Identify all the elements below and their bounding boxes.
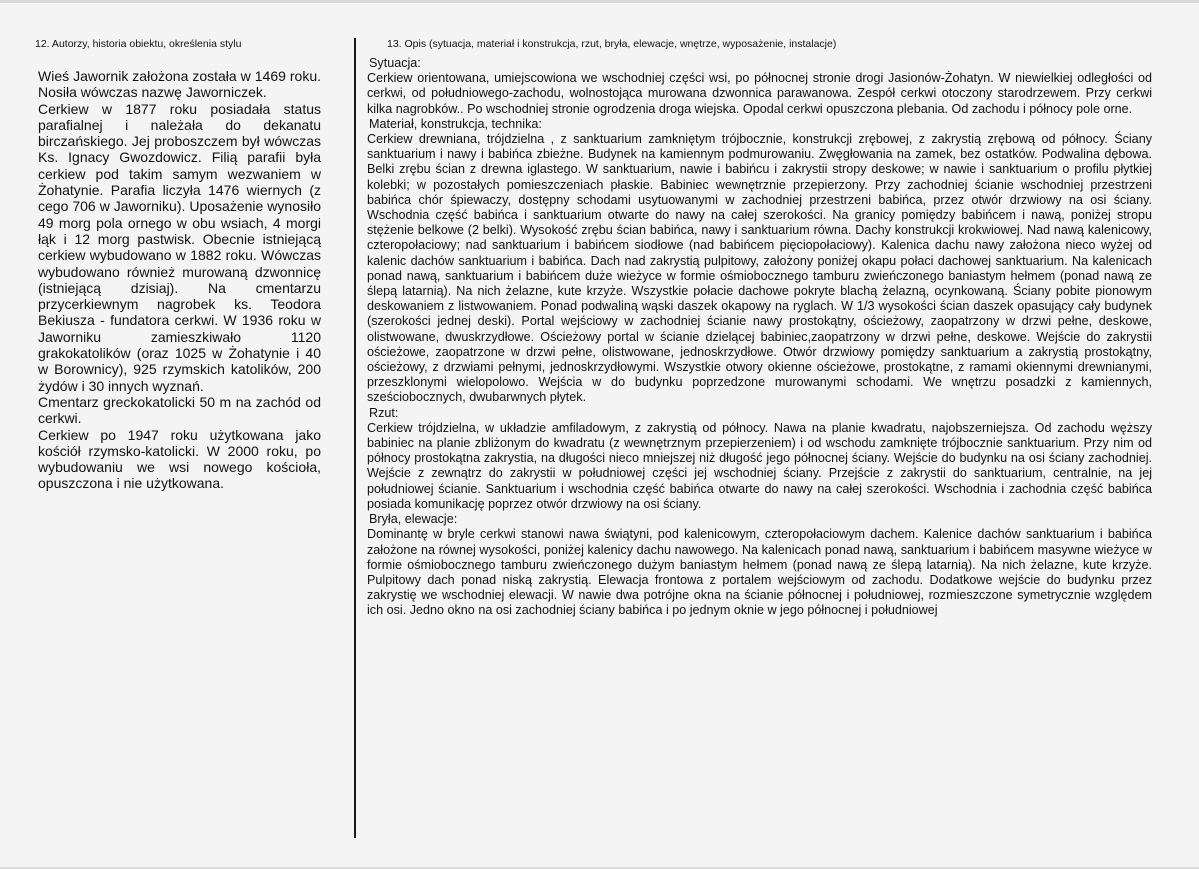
- section-text-rzut: Cerkiew trójdzielna, w układzie amfiladowym, z zakrystią od północy. Nawa na planie kwadratu, najobszerniejsza. Od zachodu węższy babiniec na planie zbliżonym do kwadratu (z wewnętrznym przepierzeniem) i od wschodu zamknięte trójbocznie sanktuarium. Przy nim od północy prostokątna zakrystia, na długości nieco mniejszej niż długość jego północnej ściany. Wejście do budynku na osi ściany zachodniej. Wejście z zewnątrz do zakrystii w południowej części jej wschodniej ściany. Przejście z zakrystii do sanktuarium, centralnie, na jej południowej ścianie. Sanktuarium i wschodnia część babińca otwarte do nawy na całej szerokości. Wschodnia i zachodnia część babińca posiada komunikację poprzez otwór drzwiowy na osi ściany.: [367, 420, 1152, 511]
- history-paragraph: Cerkiew po 1947 roku użytkowana jako kościół rzymsko-katolicki. W 2000 roku, po wybudowaniu we wsi nowego kościoła, opuszczona i nie użytkowana.: [38, 426, 321, 492]
- left-column: [35, 38, 325, 492]
- scan-edge-top: [0, 0, 1199, 3]
- history-paragraph: Cmentarz greckokatolicki 50 m na zachód od cerkwi.: [38, 393, 321, 427]
- history-paragraph: Wieś Jawornik założona została w 1469 roku. Nosiła wówczas nazwę Jaworniczek.: [38, 68, 321, 101]
- right-column-body: [367, 56, 1152, 619]
- section-text-material: Cerkiew drewniana, trójdzielna , z sanktuarium zamkniętym trójbocznie, konstrukcji zrębowej, z zakrystią zrębową od północy. Ściany sanktuarium i nawy i babińca zbieżne. Budynek na kamiennym podmurowaniu. Zwęgłowania na zamek, bez ostatków. Podwalina dębowa. Belki zrębu ścian z drewna iglastego. W sanktuarium, nawie i babińcu i zakrystii stropy deskowe; w nawie i sanktuarium o profilu płytkiej kolebki; w pozostałych pomieszczeniach płaskie. Babiniec wewnętrznie przepierzony. Przy zachodniej ścianie wschodniej przestrzeni babińca chór śpiewaczy, dostępny schodami usytuowanymi w zachodniej przestrzeni babińca, przez otwór drzwiowy na osi ściany. Wschodnia część babińca i sanktuarium otwarte do nawy na całej szerokości. Na granicy pomiędzy babińcem i nawą, poniżej stropu stężenie belkowe (2 belki). Wysokość zrębu ścian babińca, nawy i sanktuarium równa. Dachy konstrukcji krokwiowej. Nad nawą kalenicowy, czteropołaciowy; nad sanktuarium i babińcem siodłowe (nad babińcem pięciopołaciowy). Kalenica dachu nawy założona nieco wyżej od kalenic dachów sanktuarium i babińca. Dach nad zakrystią pulpitowy, założony poniżej okapu połaci dachowej sanktuarium. Na kalenicach ponad nawą, sanktuarium i babińcem duże wieżyce w formie ośmiobocznego tamburu zwieńczonego baniastym hełmem (ponad nawą ze ślepą latarnią). Na nich żelazne, kute krzyże. Wszystkie połacie dachowe pokryte blachą żelazną, ocynkowaną. Ściany pobite pionowym deskowaniem z listwowaniem. Ponad podwaliną wąski daszek okapowy na ryglach. W 1/3 wysokości ścian daszek opasujący cały budynek (szerokości jednej deski). Portal wejściowy w zachodniej ścianie nawy prostokątny, ościeżowy, zaopatrzony w drzwi pełne, deskowe, olistwowane, dwuskrzydłowe. Ościeżowy portal w ścianie dzielącej babiniec,zaopatrzony w drzwi pełne, deskowe. Wejście do zakrystii ościeżowe, zaopatrzone w drzwi pełne, olistwowane, jednoskrzydłowe. Otwór drzwiowy pomiędzy sanktuarium a zakrystią prostokątny, ościeżowy, z drzwiami pełnymi, jednoskrzydłowymi. Wszystkie otwory okienne ościeżowe, prostokątne, z ramami okiennymi drewnianymi, przeszklonymi wielopolowo. Wejścia w do budynku poprzedzone murowanymi schodami. We wnętrzu posadzki z kamiennych, sześciobocznych, dwubarwnych płytek.: [367, 132, 1152, 405]
- section-heading-material: Materiał, konstrukcja, technika:: [369, 116, 542, 131]
- section-text-bryla: Dominantę w bryle cerkwi stanowi nawa świątyni, pod kalenicowym, czteropołaciowym dachem. Kalenice dachów sanktuarium i babińca założone na równej wysokości, poniżej kalenicy dachu nawowego. Na kalenicach ponad nawą, sanktuarium i babińcem masywne wieżyce w formie ośmiobocznego tamburu zwieńczonego dużym baniastym hełmem (ponad nawą ze ślepą latarnią). Na nich żelazne, kute krzyże. Pulpitowy dach ponad niską zakrystią. Elewacja frontowa z portalem wejściowym od zachodu. Dodatkowe wejście do budynku przez zakrystię we wschodniej elewacji. W nawie dwa potrójne okna na ścianie północnej i południowej, rozmieszczone symetrycznie względem ich osi. Jedno okno na osi zachodniej ściany babińca i po jednym oknie w jego północnej i południowej: [367, 527, 1152, 618]
- left-column-body: [35, 68, 321, 492]
- section-heading-sytuacja: Sytuacja:: [369, 56, 421, 70]
- section-text-sytuacja: Cerkiew orientowana, umiejscowiona we wschodniej części wsi, po północnej stronie drogi Jasionów-Żohatyn. W niewielkiej odległości od cerkwi, od południowego-zachodu, wolnostojąca murowana dzwonnica parawanowa. Zespół cerkwi otoczony starodrzewem. Przy cerkwi kilka nagrobków.. Po wschodniej stronie ogrodzenia droga wiejska. Opodal cerkwi opuszczona plebania. Od zachodu i północy pole orne.: [367, 71, 1152, 116]
- column-divider: [354, 38, 356, 838]
- left-column-header: 12. Autorzy, historia obiektu, określenia stylu: [35, 38, 242, 50]
- right-column: [367, 38, 1152, 619]
- section-heading-bryla: Bryła, elewacje:: [369, 512, 458, 527]
- history-paragraph: Cerkiew w 1877 roku posiadała status parafialnej i należała do dekanatu birczańskiego. Jej proboszczem był wówczas Ks. Ignacy Gwozdowicz. Filią parafii była cerkiew pod takim samym wezwaniem w Żohatynie. Parafia liczyła 1476 wiernych (z cego 706 w Jaworniku). Uposażenie wynosiło 49 morg pola ornego w obu wsiach, 4 morgi łąk i 12 morg pastwisk. Obecnie istniejącą cerkiew wybudowano w 1882 roku. Wówczas wybudowano również murowaną dzwonnicę (istniejącą dzisiaj). Na cmentarzu przycerkiewnym nagrobek ks. Teodora Bekiusza - fundatora cerkwi. W 1936 roku w Jaworniku zamieszkiwało 1120 grakokatolików (oraz 1025 w Żohatynie i 40 w Borownicy), 925 rzymskich katolików, 200 żydów i 30 innych wyznań.: [38, 100, 321, 394]
- right-column-header: 13. Opis (sytuacja, materiał i konstrukcja, rzut, bryła, elewacje, wnętrze, wyposażenie, instalacje): [387, 38, 837, 50]
- section-heading-rzut: Rzut:: [369, 405, 399, 420]
